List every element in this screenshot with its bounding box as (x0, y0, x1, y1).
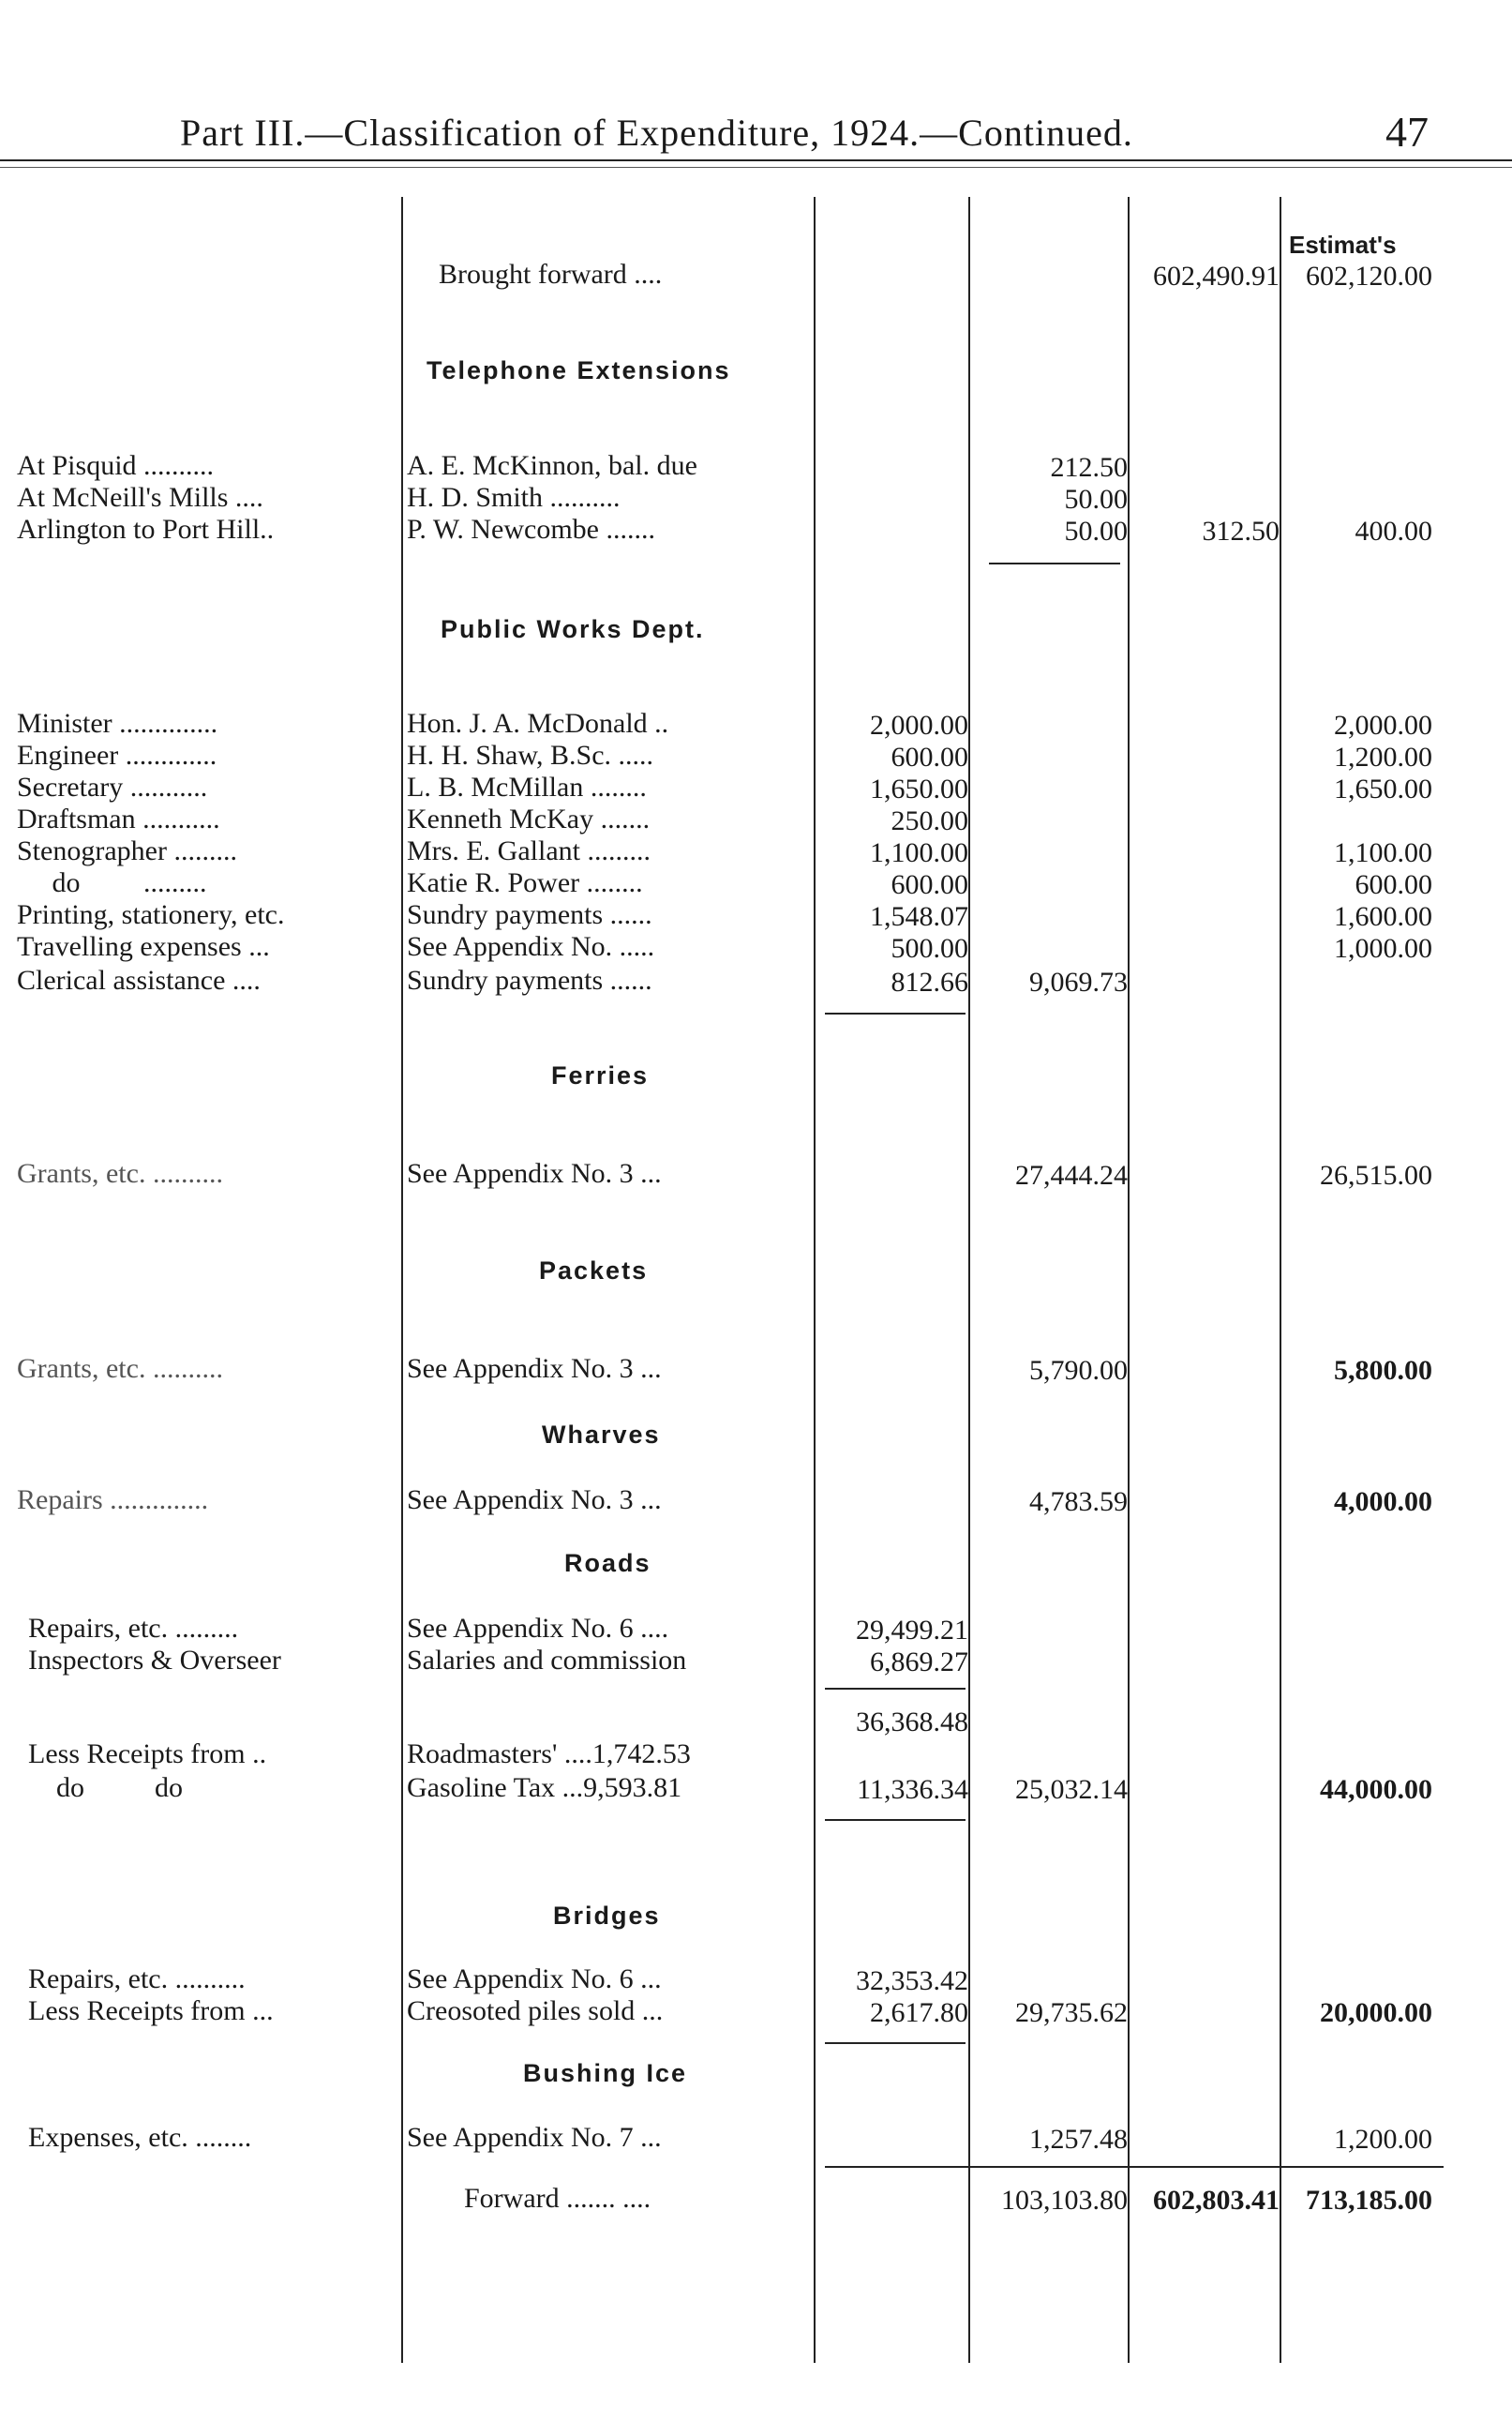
row-item: Repairs .............. (17, 1484, 209, 1515)
row-item: Repairs, etc. .......... (28, 1963, 246, 1994)
row-amount: 32,353.42 (856, 1965, 968, 1996)
row-payee: H. D. Smith .......... (407, 482, 621, 513)
column-divider-3 (968, 197, 970, 2363)
row-item: do ......... (17, 867, 207, 898)
row-item: At Pisquid .......... (17, 450, 215, 481)
row-amount: 600.00 (891, 869, 968, 900)
page-header: Part III.—Classification of Expenditure, 1924.—Continued. (180, 112, 1133, 154)
total-rule (825, 2166, 1444, 2168)
row-item: Arlington to Port Hill.. (17, 514, 275, 545)
row-item: do do (28, 1772, 183, 1803)
row-payee: Sundry payments ...... (407, 965, 652, 996)
forward-total-actual: 103,103.80 (1001, 2185, 1128, 2216)
row-amount: 27,444.24 (1015, 1160, 1128, 1191)
section-title-public-works: Public Works Dept. (441, 615, 705, 643)
row-payee: A. E. McKinnon, bal. due (407, 450, 697, 481)
column-divider-2 (814, 197, 816, 2363)
row-amount: 500.00 (891, 933, 968, 964)
row-amount: 50.00 (1064, 516, 1128, 547)
header-rule-bottom (0, 167, 1512, 168)
row-estimate: 26,515.00 (1320, 1160, 1432, 1191)
row-item: Grants, etc. .......... (17, 1158, 223, 1189)
row-subtotal: 9,069.73 (1029, 967, 1128, 998)
row-estimate: 20,000.00 (1320, 1997, 1432, 2028)
row-amount: 212.50 (1050, 452, 1128, 483)
row-payee: Mrs. E. Gallant ......... (407, 835, 651, 866)
page-number: 47 (1385, 108, 1429, 156)
row-estimate: 1,650.00 (1334, 774, 1432, 804)
section-title-packets: Packets (539, 1256, 649, 1285)
forward-label: Forward ....... .... (464, 2183, 651, 2214)
row-amount: 812.66 (891, 967, 968, 998)
sum-rule (989, 563, 1120, 564)
header-rule-top (0, 159, 1512, 161)
brought-forward-actual: 602,490.91 (1153, 261, 1280, 292)
row-estimate: 4,000.00 (1334, 1486, 1432, 1517)
row-item: Secretary ........... (17, 772, 208, 803)
row-payee: P. W. Newcombe ....... (407, 514, 655, 545)
sum-rule (825, 2042, 966, 2044)
row-estimate: 1,100.00 (1334, 837, 1432, 868)
row-payee: Roadmasters' ....1,742.53 (407, 1738, 691, 1769)
row-amount: 1,650.00 (870, 774, 968, 804)
row-item: Draftsman ........... (17, 804, 220, 835)
row-estimate: 44,000.00 (1320, 1774, 1432, 1805)
row-payee: See Appendix No. 3 ... (407, 1353, 662, 1384)
row-amount: 11,336.34 (857, 1774, 968, 1805)
row-amount: 1,548.07 (870, 901, 968, 932)
row-payee: L. B. McMillan ........ (407, 772, 647, 803)
section-title-bridges: Bridges (553, 1902, 661, 1930)
row-item: Stenographer ......... (17, 835, 237, 866)
row-amount: 4,783.59 (1029, 1486, 1128, 1517)
row-payee: Katie R. Power ........ (407, 867, 643, 898)
row-payee: Sundry payments ...... (407, 899, 652, 930)
sum-rule (825, 1819, 966, 1821)
forward-total-estimate: 713,185.00 (1306, 2185, 1432, 2216)
row-amount: 250.00 (891, 805, 968, 836)
row-payee: See Appendix No. 3 ... (407, 1158, 662, 1189)
row-estimate: 1,600.00 (1334, 901, 1432, 932)
brought-forward-estimate: 602,120.00 (1306, 261, 1432, 292)
column-divider-4 (1128, 197, 1130, 2363)
row-payee: H. H. Shaw, B.Sc. ..... (407, 740, 654, 771)
row-amount: 6,869.27 (870, 1647, 968, 1677)
row-estimate: 2,000.00 (1334, 710, 1432, 741)
row-amount: 600.00 (891, 742, 968, 773)
row-item: Inspectors & Overseer (28, 1645, 281, 1676)
section-title-roads: Roads (564, 1549, 651, 1577)
row-item: Less Receipts from .. (28, 1738, 267, 1769)
row-estimate: 600.00 (1355, 869, 1432, 900)
row-estimate: 5,800.00 (1334, 1355, 1432, 1386)
row-subtotal: 29,735.62 (1015, 1997, 1128, 2028)
row-amount: 29,499.21 (856, 1615, 968, 1646)
column-divider-1 (401, 197, 403, 2363)
row-estimate: 1,200.00 (1334, 742, 1432, 773)
section-title-wharves: Wharves (542, 1421, 661, 1449)
row-amount: 1,100.00 (870, 837, 968, 868)
row-payee: Gasoline Tax ...9,593.81 (407, 1772, 682, 1803)
row-payee: See Appendix No. 7 ... (407, 2122, 662, 2153)
estimates-column-header: Estimat's (1289, 231, 1397, 259)
section-title-bushing-ice: Bushing Ice (523, 2059, 688, 2087)
row-item: Expenses, etc. ........ (28, 2122, 252, 2153)
column-divider-5 (1280, 197, 1281, 2363)
row-item: Grants, etc. .......... (17, 1353, 223, 1384)
row-amount: 1,257.48 (1029, 2124, 1128, 2155)
section-title-telephone: Telephone Extensions (427, 356, 731, 384)
row-item: At McNeill's Mills .... (17, 482, 263, 513)
row-payee: See Appendix No. 6 .... (407, 1613, 669, 1644)
row-payee: See Appendix No. 3 ... (407, 1484, 662, 1515)
row-payee: Hon. J. A. McDonald .. (407, 708, 669, 739)
sum-rule (825, 1013, 966, 1015)
row-estimate: 1,000.00 (1334, 933, 1432, 964)
section-title-ferries: Ferries (551, 1061, 650, 1090)
row-amount: 2,617.80 (870, 1997, 968, 2028)
row-estimate: 400.00 (1355, 516, 1432, 547)
row-item: Less Receipts from ... (28, 1995, 274, 2026)
brought-forward-label: Brought forward .... (439, 259, 663, 290)
row-amount: 5,790.00 (1029, 1355, 1128, 1386)
row-item: Travelling expenses ... (17, 931, 270, 962)
row-payee: Salaries and commission (407, 1645, 687, 1676)
row-item: Repairs, etc. ......... (28, 1613, 239, 1644)
row-amount: 50.00 (1064, 484, 1128, 515)
row-estimate: 1,200.00 (1334, 2124, 1432, 2155)
row-payee: Kenneth McKay ....... (407, 804, 651, 835)
row-payee: Creosoted piles sold ... (407, 1995, 664, 2026)
row-payee: See Appendix No. ..... (407, 931, 655, 962)
row-subtotal: 312.50 (1202, 516, 1280, 547)
row-sum: 36,368.48 (856, 1707, 968, 1737)
row-item: Clerical assistance .... (17, 965, 261, 996)
row-amount: 2,000.00 (870, 710, 968, 741)
row-item: Minister .............. (17, 708, 218, 739)
row-item: Engineer ............. (17, 740, 217, 771)
row-item: Printing, stationery, etc. (17, 899, 285, 930)
sum-rule (825, 1688, 966, 1690)
row-payee: See Appendix No. 6 ... (407, 1963, 662, 1994)
forward-total-running: 602,803.41 (1153, 2185, 1280, 2216)
row-subtotal: 25,032.14 (1015, 1774, 1128, 1805)
